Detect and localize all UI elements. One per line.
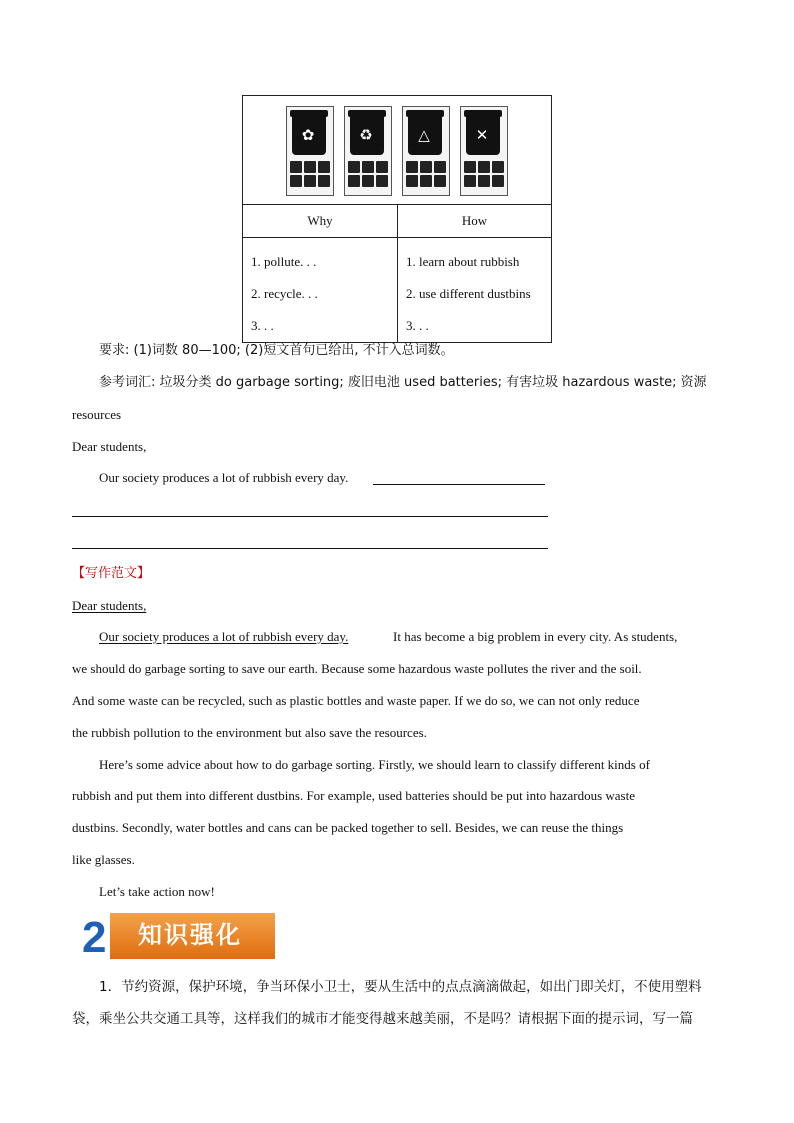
answer-blank-line	[72, 516, 548, 517]
model-essay-line: rubbish and put them into different dustbins. For example, used batteries should be put into hazardous waste	[72, 788, 635, 803]
waste-item-icon	[290, 175, 302, 187]
waste-item-icon	[290, 161, 302, 173]
why-item: 1. pollute. . .	[251, 254, 317, 269]
waste-item-icon	[318, 175, 330, 187]
how-list	[398, 238, 552, 343]
waste-item-icon	[406, 175, 418, 187]
prompt-greeting: Dear students,	[72, 439, 147, 454]
waste-item-icon	[420, 161, 432, 173]
waste-item-icon	[420, 175, 432, 187]
model-essay-line: Here’s some advice about how to do garbage sorting. Firstly, we should learn to classify different kinds of	[99, 757, 650, 772]
waste-item-icon	[304, 175, 316, 187]
model-essay-line: It has become a big problem in every city. As students,	[393, 629, 678, 644]
model-first-sentence: Our society produces a lot of rubbish every day.	[99, 629, 349, 644]
section-title: 知识强化	[138, 921, 242, 949]
other-waste-icon: △	[418, 126, 430, 144]
model-essay-line: like glasses.	[72, 852, 135, 867]
how-header: How	[398, 205, 552, 238]
waste-item-icon	[406, 161, 418, 173]
recyclable-icon: ♻	[359, 126, 373, 144]
writing-prompt-table	[242, 95, 552, 343]
waste-item-icon	[478, 161, 490, 173]
hazardous-waste-icon: ✕	[475, 126, 489, 144]
waste-item-icon	[464, 161, 476, 173]
waste-item-icon	[348, 175, 360, 187]
waste-item-icon	[362, 175, 374, 187]
waste-item-icon	[376, 161, 388, 173]
why-list	[243, 238, 398, 343]
dustbins-image	[243, 96, 551, 196]
model-essay-line: we should do garbage sorting to save our earth. Because some hazardous waste pollutes the river and the soil.	[72, 661, 642, 676]
model-essay-line: dustbins. Secondly, water bottles and cans can be packed together to sell. Besides, we can reuse the things	[72, 820, 624, 835]
waste-item-icon	[362, 161, 374, 173]
why-header: Why	[243, 205, 398, 238]
model-essay-line: Let’s take action now!	[99, 884, 215, 899]
model-greeting: Dear students,	[72, 598, 147, 613]
dustbins-image-cell	[243, 96, 552, 205]
waste-item-icon	[492, 161, 504, 173]
dustbin-picture	[344, 106, 392, 196]
how-item: 3. . .	[406, 318, 429, 333]
dustbin-picture	[460, 106, 508, 196]
waste-item-icon	[492, 175, 504, 187]
why-item: 2. recycle. . .	[251, 286, 318, 301]
model-essay-line: the rubbish pollution to the environment but also save the resources.	[72, 725, 427, 740]
waste-item-icon	[478, 175, 490, 187]
waste-item-icon	[318, 161, 330, 173]
how-item: 1. learn about rubbish	[406, 254, 520, 269]
dustbin-picture	[402, 106, 450, 196]
waste-item-icon	[376, 175, 388, 187]
waste-item-icon	[434, 175, 446, 187]
model-essay-heading: 【写作范文】	[72, 566, 151, 581]
vocab-text-continued: resources	[72, 407, 122, 422]
kitchen-waste-icon: ✿	[301, 126, 315, 144]
requirement-text: 要求: (1)词数 80—100; (2)短文首句已给出, 不计入总词数。	[99, 343, 454, 358]
dustbin-picture	[286, 106, 334, 196]
answer-blank-line	[72, 548, 548, 549]
answer-blank-line	[373, 484, 545, 485]
question-text: 1．节约资源，保护环境，争当环保小卫士，要从生活中的点点滴滴做起，如出门即关灯，不使用塑料	[99, 979, 702, 995]
model-essay-line: And some waste can be recycled, such as plastic bottles and waste paper. If we do so, we can not only reduce	[72, 693, 640, 708]
vocab-text: 参考词汇: 垃圾分类 do garbage sorting; 废旧电池 used batteries; 有害垃圾 hazardous waste; 资源	[99, 375, 707, 390]
question-text-continued: 袋，乘坐公共交通工具等，这样我们的城市才能变得越来越美丽，不是吗？请根据下面的提示词，写一篇	[72, 1011, 693, 1027]
waste-item-icon	[434, 161, 446, 173]
how-item: 2. use different dustbins	[406, 286, 531, 301]
section-number: 2	[82, 913, 107, 962]
section-banner	[110, 913, 275, 959]
waste-item-icon	[348, 161, 360, 173]
waste-item-icon	[304, 161, 316, 173]
why-item: 3. . .	[251, 318, 274, 333]
prompt-first-sentence: Our society produces a lot of rubbish every day.	[99, 470, 349, 485]
waste-item-icon	[464, 175, 476, 187]
